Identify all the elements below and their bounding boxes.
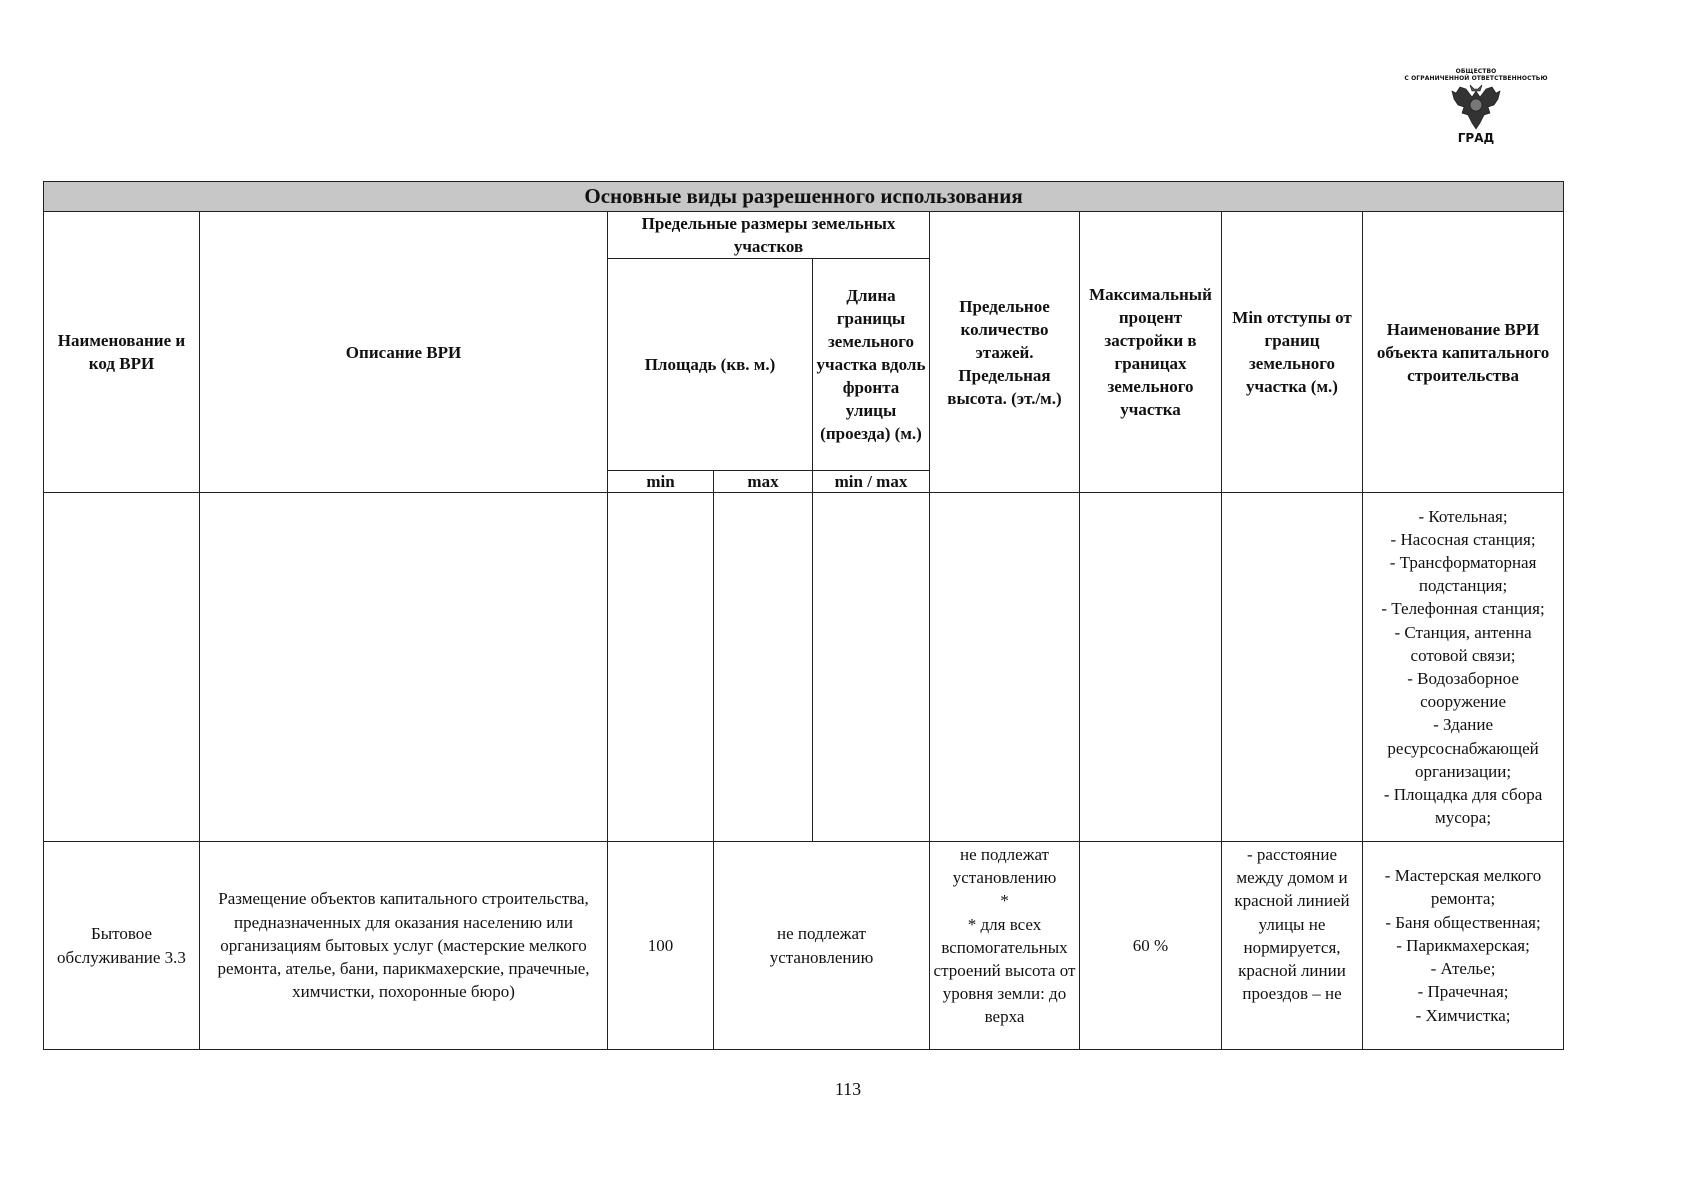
list-item: - Здание ресурсоснабжающей организации; — [1387, 715, 1539, 781]
row2-description: Размещение объектов капитального строительства, предназначенных для оказания населению или организациям бытовых услуг (мастерские мелкого ремонта, ателье, бани, парикмахерские, прачечные, химчистки, похоронные бюро) — [200, 842, 608, 1050]
floors-line-2: * для всех вспомогательных строений высота от уровня земли: до верха — [933, 914, 1076, 1027]
logo-name: ГРАД — [1457, 131, 1495, 145]
page-number: 113 — [834, 1079, 862, 1099]
permitted-use-table — [43, 181, 1564, 1050]
list-item: - Баня общественная; — [1385, 912, 1541, 932]
list-item: - Насосная станция; — [1390, 529, 1536, 549]
logo-line-1: ОБЩЕСТВО — [1455, 68, 1497, 75]
list-item: - Парикмахерская; — [1396, 935, 1530, 955]
row1-objects-cell — [1363, 493, 1564, 842]
row1-floors-cell — [930, 493, 1080, 842]
floors-star: * — [1000, 891, 1009, 911]
header-name-code: Наименование и код ВРИ — [44, 212, 200, 493]
row2-name-code: Бытовое обслуживание 3.3 — [44, 842, 200, 1050]
list-item: - Прачечная; — [1417, 982, 1509, 1002]
list-item: - Химчистка; — [1415, 1005, 1511, 1025]
list-item: - Телефонная станция; — [1381, 599, 1545, 619]
header-area: Площадь (кв. м.) — [608, 259, 813, 471]
header-max-build: Максимальный процент застройки в границах земельного участка — [1080, 212, 1222, 493]
header-plot-sizes: Предельные размеры земельных участков — [608, 212, 930, 259]
logo-line-2: С ОГРАНИЧЕННОЙ ОТВЕТСТВЕННОСТЬЮ — [1404, 75, 1548, 82]
row1-setbacks-cell — [1222, 493, 1363, 842]
row1-description-cell — [200, 493, 608, 842]
list-item: - Трансформаторная подстанция; — [1389, 552, 1537, 596]
row1-area-max-cell — [714, 493, 813, 842]
table-title: Основные виды разрешенного использования — [44, 182, 1564, 212]
header-description: Описание ВРИ — [200, 212, 608, 493]
header-sub-minmax: min / max — [813, 471, 930, 493]
floors-line-1: не подлежат установлению — [952, 845, 1057, 888]
table-title-row — [44, 182, 1564, 212]
row1-max-build-cell — [1080, 493, 1222, 842]
row2-max-build: 60 % — [1080, 842, 1222, 1050]
list-item: - Ателье; — [1430, 959, 1496, 979]
header-floors: Предельное количество этажей. Предельная высота. (эт./м.) — [930, 212, 1080, 493]
list-item: - Котельная; — [1418, 506, 1508, 526]
header-row-1 — [44, 212, 1564, 259]
list-item: - Площадка для сбора мусора; — [1383, 785, 1543, 828]
table-row — [44, 842, 1564, 1050]
row2-objects-cell — [1363, 842, 1564, 1050]
double-headed-eagle-icon — [1450, 83, 1502, 131]
header-sub-min: min — [608, 471, 714, 493]
row1-frontage-cell — [813, 493, 930, 842]
row2-area-max-frontage: не подлежат установлению — [714, 842, 930, 1050]
row2-floors — [930, 842, 1080, 1050]
header-sub-max: max — [714, 471, 813, 493]
header-setbacks: Min отступы от границ земельного участка (м.) — [1222, 212, 1363, 493]
row2-setbacks — [1222, 842, 1363, 1050]
header-object-name: Наименование ВРИ объекта капитального строительства — [1363, 212, 1564, 493]
header-frontage: Длина границы земельного участка вдоль фронта улицы (проезда) (м.) — [813, 259, 930, 471]
list-item: - Мастерская мелкого ремонта; — [1384, 866, 1542, 909]
list-item: - Водозаборное сооружение — [1407, 669, 1519, 712]
row1-area-min-cell — [608, 493, 714, 842]
row1-name-cell — [44, 493, 200, 842]
table-row — [44, 493, 1564, 842]
setbacks-text: - расстояние между домом и красной линией улицы не нормируется, красной линии проездов – не — [1234, 845, 1350, 1004]
row2-area-min: 100 — [608, 842, 714, 1050]
list-item: - Станция, антенна сотовой связи; — [1394, 622, 1532, 665]
company-logo — [1394, 68, 1558, 154]
